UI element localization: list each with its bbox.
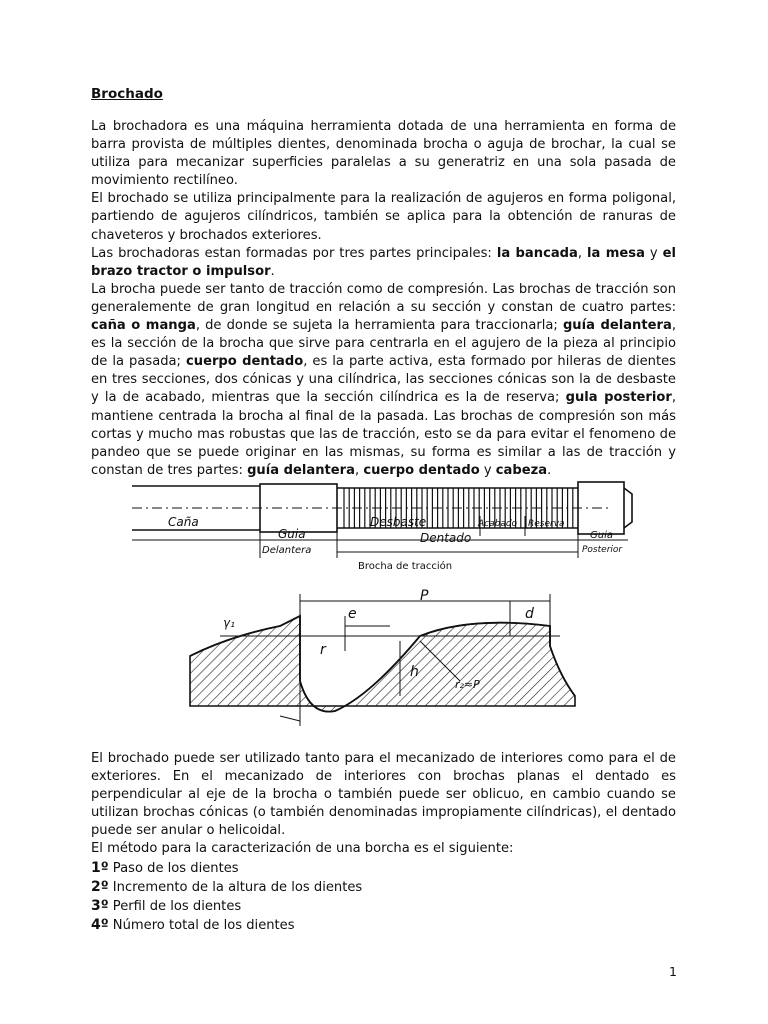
term-bancada: la bancada xyxy=(496,245,578,261)
list-item: 4º Número total de los dientes xyxy=(91,916,295,933)
document-body xyxy=(91,86,676,480)
label-acabado: Acabado xyxy=(478,519,518,529)
term-cuerpo-dentado-2: cuerpo dentado xyxy=(363,462,480,478)
paragraph-definition: La brochadora es una máquina herramienta dotada de una herramienta en forma de barra provista de múltiples dientes, denominada brocha o aguja de brochar, la cual se utiliza para mecanizar superficies paralelas a su generatriz en una sola pasada de movimiento rectilíneo. xyxy=(91,119,676,189)
label-gamma: γ₁ xyxy=(223,616,235,630)
label-reserva: Reserva xyxy=(528,519,565,529)
term-cana: caña o manga xyxy=(91,318,196,334)
term-cabeza: cabeza xyxy=(495,462,548,478)
label-posterior: Posterior xyxy=(582,545,623,555)
label-guia-posterior: Guia xyxy=(590,530,613,541)
term-guia-delantera: guía delantera xyxy=(562,318,672,334)
label-p: P xyxy=(420,588,429,604)
label-r2p: r₂≈P xyxy=(455,678,480,691)
page-number: 1 xyxy=(669,964,677,979)
label-guia: Guia xyxy=(278,527,306,541)
paragraph-interior-exterior: El brochado puede ser utilizado tanto para el mecanizado de interiores como para el de exteriores. En el mecanizado de interiores con brochas planas el dentado es perpendicular al eje de la brocha o también puede ser oblicuo, en cambio cuando se utilizan brochas cónicas (o también denominadas impropiamente cilíndricas), el dentado puede ser anular o helicoidal. xyxy=(91,751,676,839)
label-d: d xyxy=(525,606,534,622)
list-item: 2º Incremento de la altura de los dientes xyxy=(91,878,363,895)
list-item: 3º Perfil de los dientes xyxy=(91,897,242,914)
label-r: r xyxy=(320,642,326,658)
label-desbaste: Desbaste xyxy=(370,515,427,529)
label-dentado: Dentado xyxy=(420,531,472,545)
brocha-figure xyxy=(120,476,640,738)
term-brazo: el brazo tractor o impulsor xyxy=(91,245,677,279)
paragraph-parts: Las brochadoras estan formadas por tres partes principales: la bancada, la mesa y el brazo tractor o impulsor. xyxy=(91,245,677,279)
label-cana: Caña xyxy=(168,515,199,529)
term-mesa: la mesa xyxy=(587,245,645,261)
paragraph-brocha-types: La brocha puede ser tanto de tracción como de compresión. Las brochas de tracción son generalemente de gran longitud en relación a su sección y constan de cuatro partes: caña o manga, de donde se sujeta la herramienta para traccionarla; guía delantera, es la sección de la brocha que sirve para centrarla en el agujero de la pieza al principio de la pasada; cuerpo dentado, es la parte activa, esta formado por hileras de dientes en tres secciones, dos cónicas y una cilíndrica, las secciones cónicas son la de desbaste y la de acabado, mientras que la sección cilíndrica es la de reserva; gula posterior, mantiene centrada la brocha al final de la pasada. Las brochas de compresión son más cortas y mucho mas robustas que las de tracción, esto se da para evitar el fenomeno de pandeo que se puede originar en las mismas, su forma es similar a las de tracción y constan de tres partes: guía delantera, cuerpo dentado y cabeza. xyxy=(91,281,676,478)
figure-caption: Brocha de tracción xyxy=(358,561,453,572)
brocha-diagram xyxy=(120,476,640,738)
list-item: 1º Paso de los dientes xyxy=(91,859,239,876)
document-body-lower xyxy=(91,750,676,935)
steps-list xyxy=(91,859,676,935)
term-cuerpo-dentado: cuerpo dentado xyxy=(185,354,304,370)
paragraph-uses: El brochado se utiliza principalmente para la realización de agujeros en forma poligonal, partiendo de agujeros cilíndricos, también se aplica para la obtención de ranuras de chaveteros y brochados exteriores. xyxy=(91,191,676,243)
paragraph-method: El método para la caracterización de una borcha es el siguiente: xyxy=(91,841,514,857)
page-title: Brochado xyxy=(91,86,163,102)
term-guia-delantera-2: guía delantera xyxy=(247,462,355,478)
label-h: h xyxy=(410,664,419,680)
term-gula-posterior: gula posterior xyxy=(565,390,672,406)
label-e: e xyxy=(348,606,357,622)
label-delantera: Delantera xyxy=(262,545,312,556)
